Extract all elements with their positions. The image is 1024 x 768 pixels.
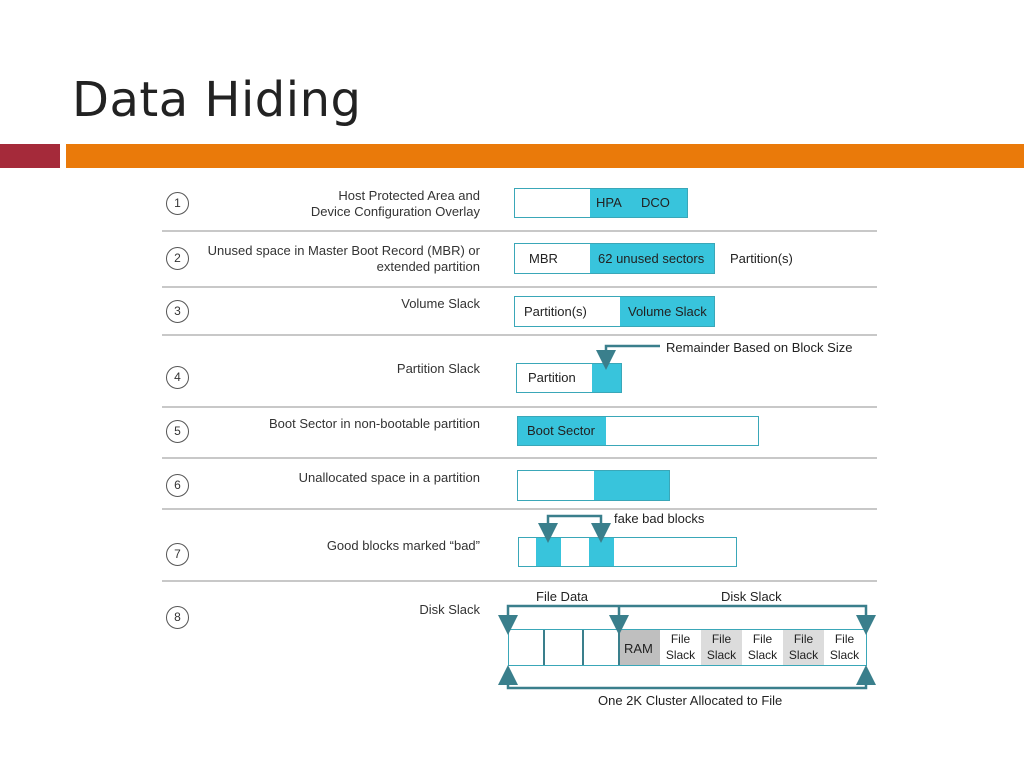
fake-bad-bracket: [548, 516, 601, 530]
partitions-label: Partition(s): [524, 304, 587, 319]
row-5-description: Boot Sector in non-bootable partition: [268, 416, 480, 431]
remainder-label: Remainder Based on Block Size: [666, 340, 853, 355]
remainder-arrow: [606, 346, 660, 360]
file-slack-line1: File: [752, 632, 773, 646]
cluster-bottom-bracket: [508, 678, 866, 688]
boot-sector-label: Boot Sector: [527, 423, 595, 438]
row-4-description: Partition Slack: [396, 361, 480, 376]
file-slack-line2: Slack: [747, 648, 778, 662]
file-slack-line1: File: [834, 632, 855, 646]
fake-bad-blocks-label: fake bad blocks: [614, 511, 705, 526]
disk-slack-top-bracket: [508, 606, 866, 622]
slide-title: Data Hiding: [72, 72, 362, 128]
partitions-label: Partition(s): [730, 251, 793, 266]
row-number-7: 7: [166, 543, 189, 566]
file-slack-line2: Slack: [706, 648, 737, 662]
file-slack-line2: Slack: [788, 648, 819, 662]
file-data-label: File Data: [536, 589, 589, 604]
row-3-description: Volume Slack: [401, 296, 480, 311]
file-slack-line2: Slack: [665, 648, 696, 662]
row-1-desc-line1: Host Protected Area and: [338, 188, 480, 203]
dco-label: DCO: [641, 195, 670, 210]
file-slack-line1: File: [793, 632, 814, 646]
row-2-desc-line1: Unused space in Master Boot Record (MBR) or: [207, 243, 480, 258]
ram-label: RAM: [624, 641, 653, 656]
row-number-5: 5: [166, 420, 189, 443]
mbr-label: MBR: [529, 251, 558, 266]
file-slack-line2: Slack: [829, 648, 860, 662]
row-1-desc-line2: Device Configuration Overlay: [310, 204, 480, 219]
hpa-label: HPA: [596, 195, 622, 210]
file-slack-line1: File: [711, 632, 732, 646]
row-number-3: 3: [166, 300, 189, 323]
row-number-4: 4: [166, 366, 189, 389]
disk-slack-label: Disk Slack: [721, 589, 782, 604]
row-number-8: 8: [166, 606, 189, 629]
row-7-description: Good blocks marked “bad”: [326, 538, 480, 553]
unused-sectors-label: 62 unused sectors: [598, 251, 705, 266]
volume-slack-label: Volume Slack: [628, 304, 707, 319]
row-2-desc-line2: extended partition: [376, 259, 480, 274]
cluster-label: One 2K Cluster Allocated to File: [598, 693, 783, 708]
row-6-description: Unallocated space in a partition: [298, 470, 480, 485]
row-8-description: Disk Slack: [419, 602, 480, 617]
row-number-2: 2: [166, 247, 189, 270]
file-slack-line1: File: [670, 632, 691, 646]
row-number-1: 1: [166, 192, 189, 215]
partition-label: Partition: [528, 370, 576, 385]
row-number-6: 6: [166, 474, 189, 497]
